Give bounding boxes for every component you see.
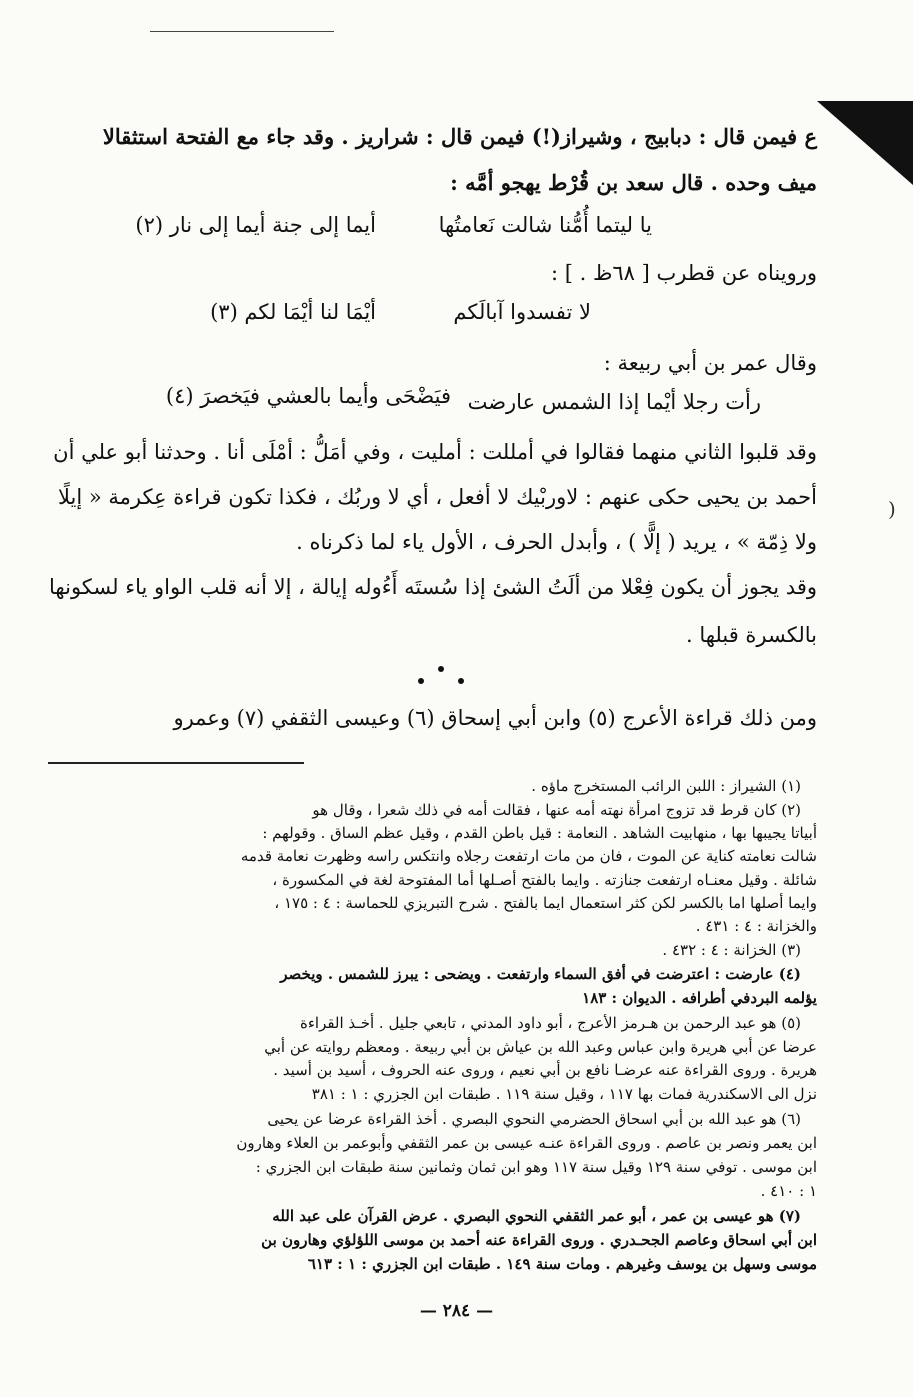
verse-1-second-hemistich: أيما إلى جنة أيما إلى نار (٢) [135, 213, 376, 237]
page-number: — ٢٨٤ — [419, 1301, 494, 1321]
footnote-line: شائلة . وقيل معنـاه ارتفعت جنازته . وايما بالفتح أصـلها أما المفتوحة لغة في المكسورة ، [272, 871, 817, 889]
footnote-line: ابن موسى . توفي سنة ١٢٩ وقيل سنة ١١٧ وهو ابن ثمان وثمانين سنة طبقات ابن الجزري : [255, 1158, 817, 1176]
top-rule [150, 31, 334, 32]
footnote-line: ابن أبي اسحاق وعاصم الجحـدري . وروى القراءة عنه أحمد بن موسى اللؤلؤي وهارون بن [261, 1231, 817, 1249]
body-line-5: وقد قلبوا الثاني منهما فقالوا في أمللت : أمليت ، وفي أمَلُّ : أمْلَى أنا . وحدثنا أبو علي أن [53, 440, 817, 464]
star-dot [458, 678, 464, 684]
body-line-3: ورويناه عن قطرب [ ٦٨ظ . ] : [551, 261, 817, 285]
footnote-line: (٤) عارضت : اعترضت في أفق السماء وارتفعت . ويضحى : يبرز للشمس . ويخصر [280, 965, 801, 983]
body-line-7: ولا ذِمّة » ، يريد ( إلًّا ) ، وأبدل الحرف ، الأول ياء لما ذكرناه . [296, 530, 817, 554]
footnote-line: (٧) هو عيسى بن عمر ، أبو عمر الثقفي النحوي البصري . عرض القرآن على عبد الله [272, 1207, 801, 1225]
verse-1-first-hemistich: يا ليتما أُمُّنا شالت نَعامتُها [438, 213, 652, 237]
body-line-10: ومن ذلك قراءة الأعرج (٥) وابن أبي إسحاق (٦) وعيسى الثقفي (٧) وعمرو [173, 706, 817, 730]
footnote-line: (٣) الخزانة : ٤ : ٤٣٢ . [662, 941, 801, 959]
footnote-line: هريرة . وروى القراءة عنه عرضـا نافع بن أبي نعيم ، وروى عنه الحروف ، أسيد بن أسيد . [273, 1061, 817, 1079]
star-dot [418, 678, 424, 684]
body-line-6: أحمد بن يحيى حكى عنهم : لاوربْيك لا أفعل ، أي لا وربُك ، فكذا تكون قراءة عِكرمة « إيلًا [57, 485, 817, 509]
verse-3-first-hemistich: رأت رجلا أيْما إذا الشمس عارضت [467, 390, 761, 414]
body-line-4: وقال عمر بن أبي ربيعة : [603, 351, 817, 375]
footnote-line: موسى وسهل بن يوسف وغيرهم . ومات سنة ١٤٩ . طبقات ابن الجزري : ١ : ٦١٣ [307, 1255, 817, 1273]
footnote-line: ابن يعمر ونصر بن عاصم . وروى القراءة عنـه عيسى بن عمر الثقفي وأبوعمر بن العلاء وهارون [236, 1134, 817, 1152]
body-line-1: ع فيمن قال : دبابيج ، وشيراز(!) فيمن قال : شراريز . وقد جاء مع الفتحة استثقالا [102, 124, 817, 149]
footnote-line: أبياتا يجيبها بها ، منهابيت الشاهد . النعامة : قيل باطن القدم ، وقيل عظم الساق . وقولهم : [262, 824, 817, 842]
footnote-separator [48, 762, 304, 764]
body-line-9: بالكسرة قبلها . [686, 623, 817, 647]
footnote-line: (٢) كان قرط قد تزوج امرأة نهته أمه عنها ، فقالت أمه في ذلك شعرا ، وقال هو [312, 801, 801, 819]
verse-2-second-hemistich: أيْمَا لنا أيْمَا لكم (٣) [210, 300, 376, 324]
verse-3-second-hemistich: فيَضْحَى وأيما بالعشي فيَخصرَ (٤) [165, 384, 451, 408]
footnote-line: نزل الى الاسكندرية فمات بها ١١٧ ، وقيل سنة ١١٩ . طبقات ابن الجزري : ١ : ٣٨١ [311, 1085, 817, 1103]
footnote-line: يؤلمه البردفي أطرافه . الديوان : ١٨٣ [582, 989, 817, 1007]
body-line-8: وقد يجوز أن يكون فِعْلا من ألَتُ الشئ إذا سُستَه أَءُوله إيالة ، إلا أنه قلب الواو ياء لسكونها [49, 575, 817, 599]
star-dot [438, 666, 444, 672]
footnote-line: وايما أصلها اما بالكسر لكن كثر استعمال ايما بالفتح . شرح التبريزي للحماسة : ٤ : ١٧٥ ، [274, 894, 817, 912]
section-stars-divider [412, 664, 472, 690]
footnote-line: (٥) هو عبد الرحمن بن هـرمز الأعرج ، أبو داود المدني ، تابعي جليل . أخـذ القراءة [299, 1014, 801, 1032]
footnote-line: والخزانة : ٤ : ٤٣١ . [695, 917, 817, 935]
footnote-line: (١) الشيراز : اللبن الرائب المستخرج ماؤه . [531, 777, 801, 795]
footnote-line: عرضا عن أبي هريرة وابن عباس وعبد الله بن عياش بن أبي ربيعة . ومعظم روايته عن أبي [264, 1038, 817, 1056]
footnote-line: ١ : ٤١٠ . [760, 1182, 817, 1200]
body-line-2: ميف وحده . قال سعد بن قُرْط يهجو أمَّه : [450, 170, 817, 195]
corner-fold-mark [817, 101, 913, 185]
footnote-line: (٦) هو عبد الله بن أبي اسحاق الحضرمي النحوي البصري . أخذ القراءة عرضا عن يحيى [267, 1110, 801, 1128]
footnote-line: شالت نعامته كناية عن الموت ، فان من مات ارتفعت رجلاه وانتكس راسه وظهرت نعامة قدمه [240, 847, 817, 865]
margin-mark: ( [888, 497, 896, 521]
verse-2-first-hemistich: لا تفسدوا آبالَكم [453, 300, 591, 324]
